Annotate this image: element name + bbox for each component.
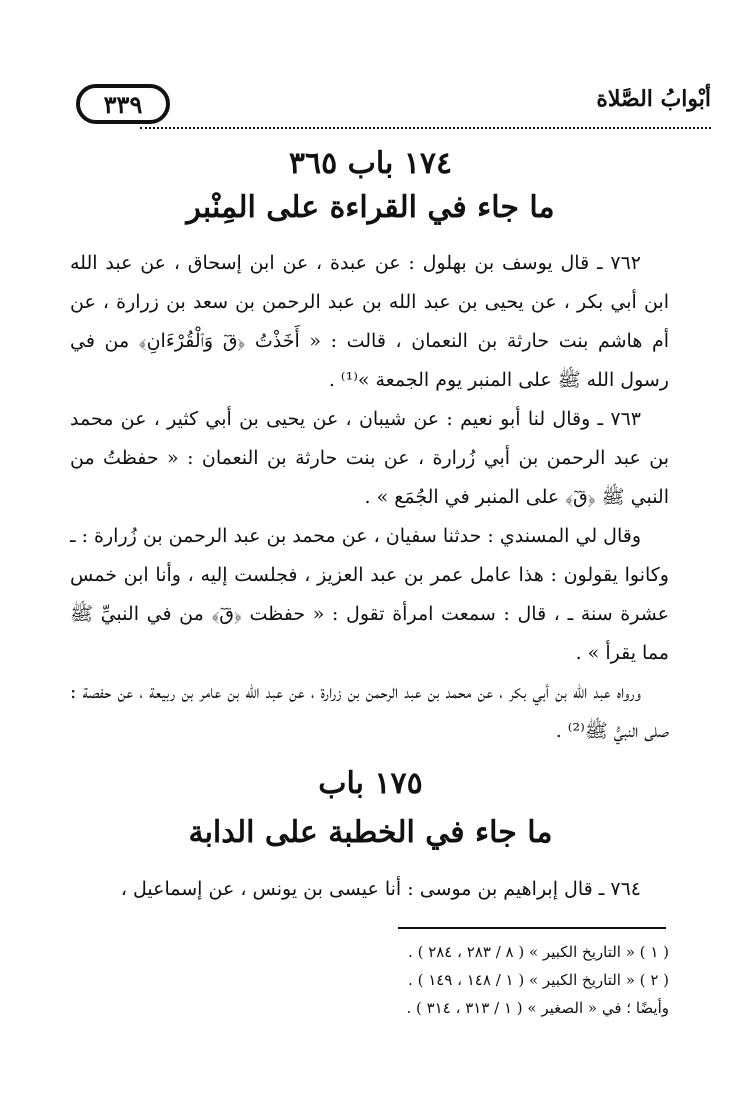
header-divider [140, 127, 711, 129]
chapter-174-title: ما جاء في القراءة على المِنْبر [186, 190, 555, 225]
page-number: ٣٣٩ [76, 84, 170, 124]
hadith-763-narration-3: ورواه عبد الله بن أبي بكر ، عن محمد بن عبد الرحمن بن زرارة ، عن عبد الله بن عامر بن ربيعة ، عن حفصة : صلى النبيُّ ﷺ⁽²⁾ . [70, 681, 669, 742]
chapter-174-number: ١٧٤ باب ٣٦٥ [288, 146, 453, 181]
running-title: أبْوابُ الصَّلاة [596, 86, 711, 112]
footnotes [80, 938, 669, 1022]
hadith-763: ٧٦٣ ـ وقال لنا أبو نعيم : عن شيبان ، عن يحيى بن أبي كثير ، عن محمد بن عبد الرحمن بن أبي زُرارة ، عن بنت حارثة بن النعمان : « حفظتُ من النبي ﷺ ﴿قٓ﴾ على المنبر في الجُمَع » . [70, 408, 669, 508]
hadith-762: ٧٦٢ ـ قال يوسف بن بهلول : عن عبدة ، عن ابن إسحاق ، عن عبد الله ابن أبي بكر ، عن يحيى بن عبد الله بن عبد الرحمن بن سعد بن زرارة ، عن أم هاشم بنت حارثة بن النعمان ، قالت : « أَخَذْتُ ﴿قٓ وَٱلْقُرْءَانِ﴾ من في رسول الله ﷺ على المنبر يوم الجمعة »⁽¹⁾ . [70, 252, 669, 391]
hadith-763-narration-2: وقال لي المسندي : حدثنا سفيان ، عن محمد بن عبد الرحمن بن زُرارة : ـ وكانوا يقولون : هذا عامل عمر بن عبد العزيز ، فجلست إليه ، وأنا ابن خمس عشرة سنة ـ ، قال : سمعت امرأة تقول : « حفظت ﴿قٓ﴾ من في النبيِّ ﷺ مما يقرأ » . [70, 525, 669, 664]
chapter-175-number: ١٧٥ باب [318, 766, 423, 801]
footnote-divider [398, 927, 666, 929]
footnote-1: ( ١ ) « التاريخ الكبير » ( ٨ / ٢٨٣ ، ٢٨٤ ) . [408, 943, 669, 961]
hadith-764: ٧٦٤ ـ قال إبراهيم بن موسى : أنا عيسى بن يونس ، عن إسماعيل ، [120, 878, 641, 900]
chapter-174-body [70, 244, 669, 751]
chapter-175-title: ما جاء في الخطبة على الدابة [188, 815, 553, 850]
footnote-2: ( ٢ ) « التاريخ الكبير » ( ١ / ١٤٨ ، ١٤٩ ) . [408, 971, 669, 989]
footnote-2-continued: وأيضًا ؛ في « الصغير » ( ١ / ٣١٣ ، ٣١٤ ) . [406, 999, 669, 1017]
chapter-175-body [70, 870, 669, 909]
